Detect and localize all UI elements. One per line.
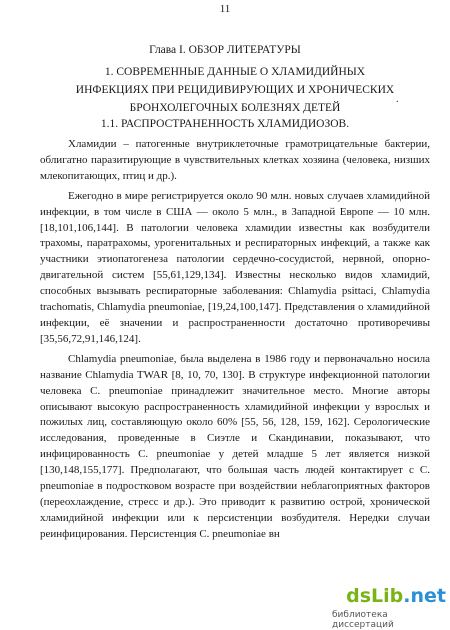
watermark-subtitle: библиотека диссертаций bbox=[332, 610, 394, 630]
paragraph-3: Chlamydia pneumoniae, была выделена в 1986 году и первоначально носила название Chlamydia TWAR [8, 10, 70, 130]. В структуре инфекционной патологии человека C. pneumoniae принадлежит значительное место. Многие авторы описывают высокую распространенность хламидийной инфекции у взрослых и пожилых лиц, составляющую около 60% [55, 56, 128, 159, 162]. Серологические исследования, проведенные в Сиэтле и Скандинавии, показывают, что инфицированность C. pneumoniae у детей младше 5 лет является низкой [130,148,155,177]. Предполагают, что большая часть людей контактирует с C. pneumoniae в подростковом возрасте при воздействии неблагоприятных факторов (переохлаждение, стресс и др.). Это приводит к развитию острой, хронической хламидийной инфекции или к персистенции возбудителя. Нередки случаи реинфицирования. Персистенция C. pneumoniae вн bbox=[40, 352, 430, 540]
subsection-title: 1.1. РАСПРОСТРАНЕННОСТЬ ХЛАМИДИОЗОВ. bbox=[100, 118, 350, 130]
watermark-logo-net: .net bbox=[403, 585, 446, 607]
paragraph-1: Хламидии – патогенные внутриклеточные грамотрицательные бактерии, облигатно паразитирующие в чувствительных клетках хозяина (человека, низших млекопитающих, птиц и др.). bbox=[40, 138, 430, 182]
chapter-title: Глава I. ОБЗОР ЛИТЕРАТУРЫ bbox=[149, 44, 301, 56]
body-text bbox=[40, 137, 430, 547]
watermark[interactable] bbox=[332, 585, 450, 630]
page-number: 11 bbox=[219, 3, 231, 15]
stray-mark: . bbox=[396, 94, 399, 105]
watermark-logo[interactable] bbox=[346, 585, 446, 607]
paragraph-2: Ежегодно в мире регистрируется около 90 млн. новых случаев хламидийной инфекции, в том числе в США — около 5 млн., в Западной Европе — 10 млн. [18,101,106,144]. В патологии человека хламидии известны как возбудители трахомы, паратрахомы, урогенитальных и респираторных инфекций, а также как участники этиопатогенеза патологии сердечно-сосудистой, нервной, опорно-двигательной систем [55,61,129,134]. Известны несколько видов хламидий, способных вызывать респираторные заболевания: Chlamydia psittaci, Chlamydia trachomatis, Chlamydia pneumoniae, [19,24,100,147]. Представления о хламидийной инфекции, её значении и распространенности достаточно противоречивы [35,56,72,91,146,124]. bbox=[40, 189, 430, 345]
section-title: 1. СОВРЕМЕННЫЕ ДАННЫЕ О ХЛАМИДИЙНЫХ ИНФЕКЦИЯХ ПРИ РЕЦИДИВИРУЮЩИХ И ХРОНИЧЕСКИХ БРОНХОЛЕГОЧНЫХ БОЛЕЗНЯХ ДЕТЕЙ bbox=[75, 66, 395, 114]
watermark-logo-dslib: dsLib bbox=[346, 585, 404, 607]
